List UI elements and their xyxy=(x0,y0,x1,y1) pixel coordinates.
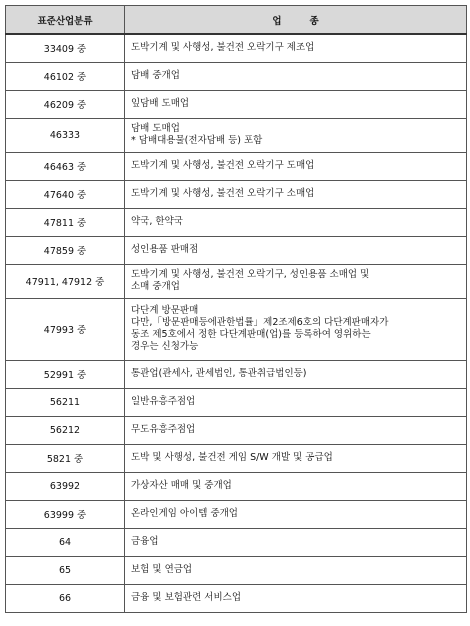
table-row xyxy=(6,264,467,298)
description-line: 온라인게임 아이템 중개업 xyxy=(131,508,238,519)
industry-description-cell xyxy=(125,298,467,360)
industry-description-cell xyxy=(125,360,467,388)
description-line: 경우는 신청가능 xyxy=(131,341,199,352)
industry-code-cell: 63992 xyxy=(6,472,125,500)
description-line: 일반유흥주점업 xyxy=(131,396,196,407)
description-line: 약국, 한약국 xyxy=(131,216,183,227)
industry-code-cell: 66 xyxy=(6,584,125,612)
table-row xyxy=(6,62,467,90)
table-row xyxy=(6,152,467,180)
table-row xyxy=(6,360,467,388)
industry-code-cell: 5821 중 xyxy=(6,444,125,472)
industry-description-cell xyxy=(125,500,467,528)
table-row xyxy=(6,416,467,444)
industry-description-cell xyxy=(125,556,467,584)
industry-code-cell: 46333 xyxy=(6,118,125,152)
header-row xyxy=(6,6,467,35)
industry-description-cell xyxy=(125,528,467,556)
description-line: 담배 중개업 xyxy=(131,70,180,81)
table-row xyxy=(6,556,467,584)
industry-description-cell xyxy=(125,236,467,264)
description-line: 소매 중개업 xyxy=(131,281,180,292)
table-row xyxy=(6,34,467,62)
table-row xyxy=(6,528,467,556)
industry-description-cell xyxy=(125,584,467,612)
header-industry: 업종 xyxy=(125,6,467,35)
industry-table xyxy=(5,5,467,613)
table-row xyxy=(6,388,467,416)
description-line: 담배 도매업 xyxy=(131,123,180,134)
description-line: 다만,「방문판매등에관한법률」제2조제6호의 다단계판매자가 xyxy=(131,317,389,328)
table-row xyxy=(6,90,467,118)
table-row xyxy=(6,180,467,208)
description-line: 가상자산 매매 및 중개업 xyxy=(131,480,232,491)
table-row xyxy=(6,298,467,360)
description-line: 보험 및 연금업 xyxy=(131,564,193,575)
industry-code-cell: 52991 중 xyxy=(6,360,125,388)
industry-code-cell: 63999 중 xyxy=(6,500,125,528)
industry-description-cell xyxy=(125,152,467,180)
description-line: 성인용품 판매점 xyxy=(131,244,199,255)
industry-description-cell xyxy=(125,472,467,500)
industry-code-cell: 56211 xyxy=(6,388,125,416)
industry-code-cell: 46209 중 xyxy=(6,90,125,118)
industry-description-cell xyxy=(125,264,467,298)
description-line: 도박기계 및 사행성, 불건전 오락기구 소매업 xyxy=(131,188,315,199)
table-row xyxy=(6,208,467,236)
industry-description-cell xyxy=(125,444,467,472)
description-line: * 담배대용물(전자담배 등) 포함 xyxy=(131,135,263,146)
description-line: 금융 및 보험관련 서비스업 xyxy=(131,592,242,603)
industry-code-cell: 65 xyxy=(6,556,125,584)
description-line: 다단계 방문판매 xyxy=(131,305,199,316)
description-line: 도박 및 사행성, 불건전 게임 S/W 개발 및 공급업 xyxy=(131,452,333,463)
description-line: 도박기계 및 사행성, 불건전 오락기구, 성인용품 소매업 및 xyxy=(131,269,370,280)
industry-code-cell: 46102 중 xyxy=(6,62,125,90)
industry-description-cell xyxy=(125,118,467,152)
description-line: 무도유흥주점업 xyxy=(131,424,196,435)
industry-description-cell xyxy=(125,388,467,416)
description-line: 도박기계 및 사행성, 불건전 오락기구 제조업 xyxy=(131,42,315,54)
industry-code-cell: 46463 중 xyxy=(6,152,125,180)
industry-description-cell xyxy=(125,90,467,118)
industry-description-cell xyxy=(125,208,467,236)
industry-code-cell: 47640 중 xyxy=(6,180,125,208)
industry-code-cell: 56212 xyxy=(6,416,125,444)
industry-code-cell: 64 xyxy=(6,528,125,556)
table-row xyxy=(6,236,467,264)
description-line: 동조 제5호에서 정한 다단계판매(업)를 등록하여 영위하는 xyxy=(131,329,371,340)
industry-description-cell xyxy=(125,62,467,90)
industry-code-cell: 47811 중 xyxy=(6,208,125,236)
description-line: 도박기계 및 사행성, 불건전 오락기구 도매업 xyxy=(131,160,315,171)
industry-code-cell: 47859 중 xyxy=(6,236,125,264)
industry-description-cell xyxy=(125,180,467,208)
industry-code-cell: 33409 중 xyxy=(6,34,125,62)
table-row xyxy=(6,118,467,152)
description-line: 잎담배 도매업 xyxy=(131,98,190,109)
industry-code-cell: 47911, 47912 중 xyxy=(6,264,125,298)
table-row xyxy=(6,472,467,500)
description-line: 통관업(관세사, 관세법인, 통관취급법인등) xyxy=(131,368,307,379)
table-row xyxy=(6,500,467,528)
industry-description-cell xyxy=(125,34,467,62)
header-code: 표준산업분류 xyxy=(6,6,125,35)
description-line: 금융업 xyxy=(131,536,159,547)
table-row xyxy=(6,584,467,612)
table-row xyxy=(6,444,467,472)
industry-description-cell xyxy=(125,416,467,444)
industry-code-cell: 47993 중 xyxy=(6,298,125,360)
